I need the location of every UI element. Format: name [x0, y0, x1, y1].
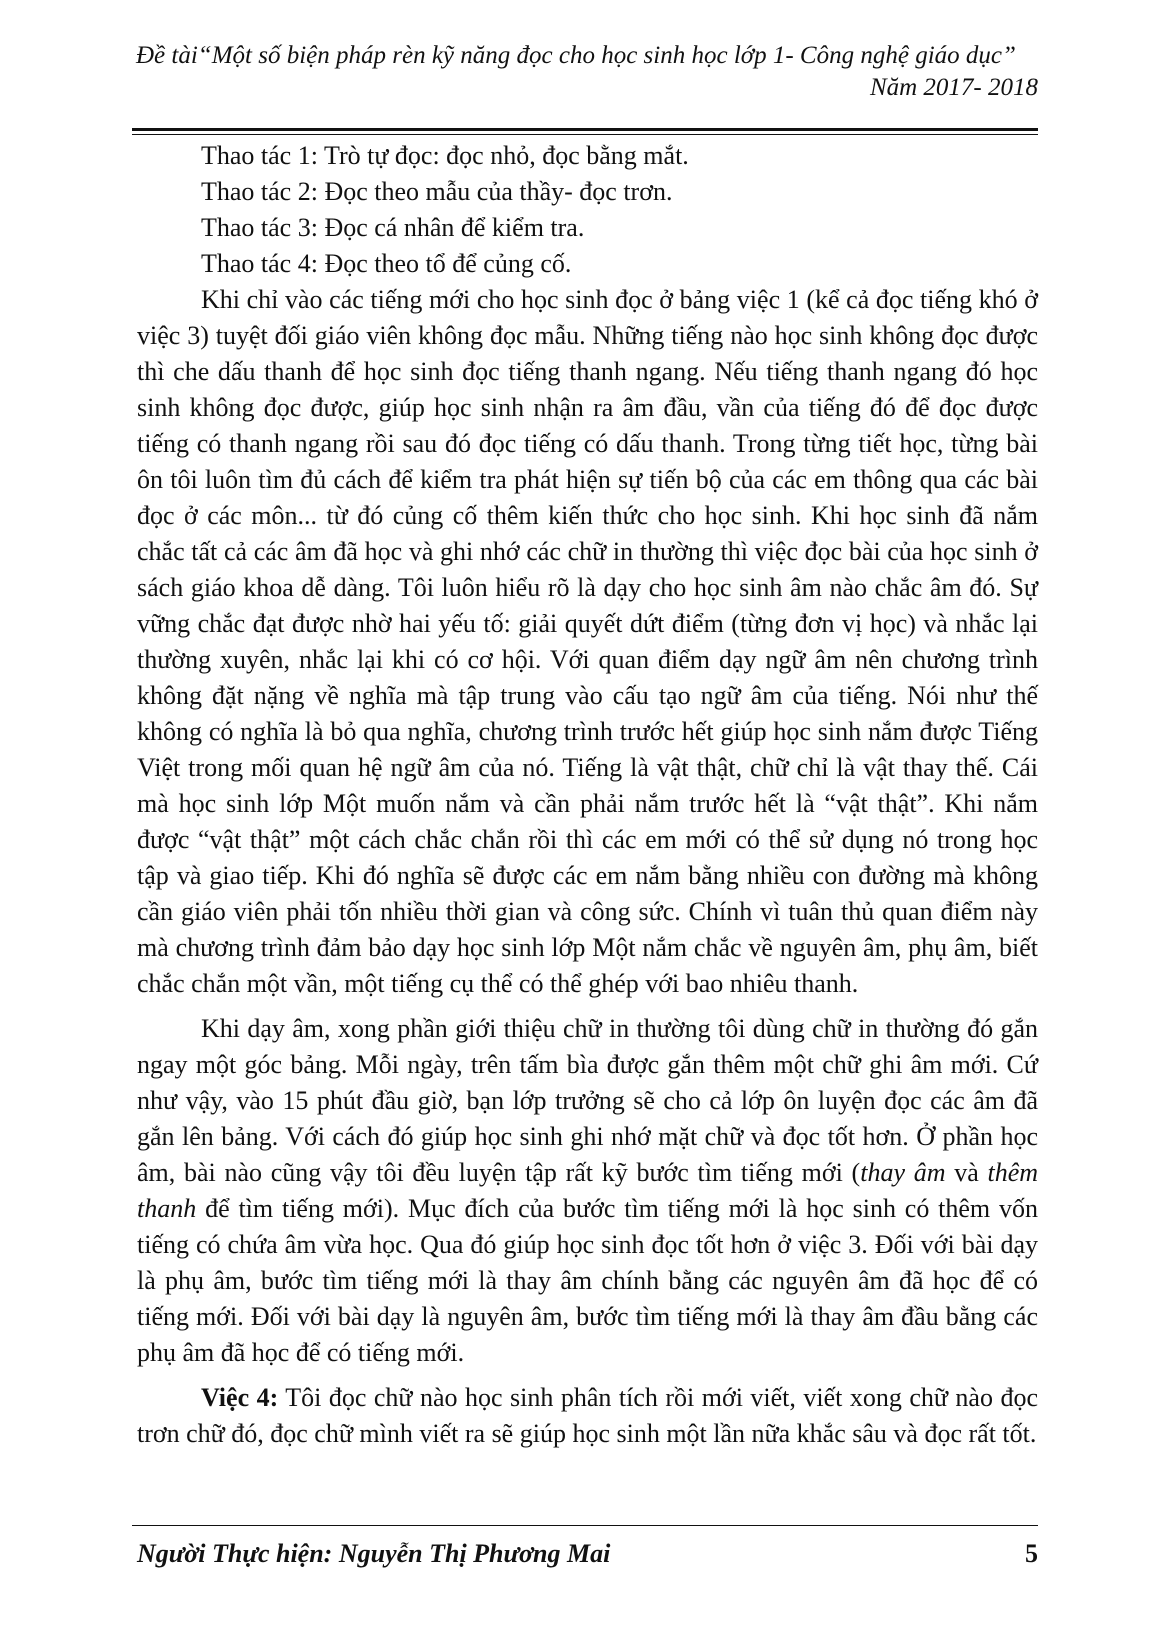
header-rule-thick: [132, 128, 1038, 131]
operation-4: Thao tác 4: Đọc theo tổ để củng cố.: [201, 249, 572, 278]
footer-author: Người Thực hiện: Nguyễn Thị Phương Mai: [137, 1539, 611, 1568]
paragraph-2-italic-b: thêm thanh: [137, 1158, 1039, 1223]
header-year: Năm 2017- 2018: [869, 74, 1038, 101]
operation-1: Thao tác 1: Trò tự đọc: đọc nhỏ, đọc bằng mắt.: [201, 141, 689, 170]
operation-2: Thao tác 2: Đọc theo mẫu của thầy- đọc trơn.: [201, 177, 673, 206]
page-number: 5: [1025, 1539, 1038, 1568]
paragraph-3-text: Tôi đọc chữ nào học sinh phân tích rồi mới viết, viết xong chữ nào đọc trơn chữ đó, đọc chữ mình viết ra sẽ giúp học sinh một lần nữa khắc sâu và đọc rất tốt.: [137, 1383, 1038, 1448]
paragraph-2-text-a: Khi dạy âm, xong phần giới thiệu chữ in thường tôi dùng chữ in thường đó gắn ngay một góc bảng. Mỗi ngày, trên tấm bìa được gắn thêm một chữ ghi âm mới. Cứ như vậy, vào 15 phút đầu giờ, bạn lớp trưởng sẽ cho cả lớp ôn luyện đọc các âm đã gắn lên bảng. Với cách đó giúp học sinh ghi nhớ mặt chữ và đọc tốt hơn. Ở phần học âm, bài nào cũng vậy tôi đều luyện tập rất kỹ bước tìm tiếng mới (: [137, 1014, 1038, 1187]
paragraph-2-text-c: để tìm tiếng mới). Mục đích của bước tìm tiếng mới là học sinh có thêm vốn tiếng có chứa âm vừa học. Qua đó giúp học sinh đọc tốt hơn ở việc 3. Đối với bài dạy là phụ âm, bước tìm tiếng mới là thay âm chính bằng các nguyên âm đã học để có tiếng mới. Đối với bài dạy là nguyên âm, bước tìm tiếng mới là thay âm đầu bằng các phụ âm đã học để có tiếng mới.: [137, 1194, 1038, 1367]
footer-rule: [132, 1525, 1038, 1526]
header-title: Đề tài“Một số biện pháp rèn kỹ năng đọc cho học sinh học lớp 1- Công nghệ giáo dục”: [136, 42, 1016, 69]
document-body: [137, 138, 1038, 1452]
paragraph-3: [137, 1380, 1038, 1452]
paragraph-3-label: Việc 4:: [201, 1383, 279, 1412]
paragraph-2: [137, 1011, 1038, 1371]
paragraph-2-text-b: và: [945, 1158, 988, 1187]
header-rule-thin: [132, 134, 1038, 135]
paragraph-1: Khi chỉ vào các tiếng mới cho học sinh đọc ở bảng việc 1 (kể cả đọc tiếng khó ở việc 3) tuyệt đối giáo viên không đọc mẫu. Những tiếng nào học sinh không đọc được thì che dấu thanh để học sinh đọc tiếng thanh ngang. Nếu tiếng thanh ngang đó học sinh không đọc được, giúp học sinh nhận ra âm đầu, vần của tiếng đó để đọc được tiếng có thanh ngang rồi sau đó đọc tiếng có dấu thanh. Trong từng tiết học, từng bài ôn tôi luôn tìm đủ cách để kiểm tra phát hiện sự tiến bộ của các em thông qua các bài đọc ở các môn... từ đó củng cố thêm kiến thức cho học sinh. Khi học sinh đã nắm chắc tất cả các âm đã học và ghi nhớ các chữ in thường thì việc đọc bài của học sinh ở sách giáo khoa dễ dàng. Tôi luôn hiểu rõ là dạy cho học sinh âm nào chắc âm đó. Sự vững chắc đạt được nhờ hai yếu tố: giải quyết dứt điểm (từng đơn vị học) và nhắc lại thường xuyên, nhắc lại khi có cơ hội. Với quan điểm dạy ngữ âm nên chương trình không đặt nặng về nghĩa mà tập trung vào cấu tạo ngữ âm của tiếng. Nói như thế không có nghĩa là bỏ qua nghĩa, chương trình trước hết giúp học sinh nắm được Tiếng Việt trong mối quan hệ ngữ âm của nó. Tiếng là vật thật, chữ chỉ là vật thay thế. Cái mà học sinh lớp Một muốn nắm và cần phải nắm trước hết là “vật thật”. Khi nắm được “vật thật” một cách chắc chắn rồi thì các em mới có thể sử dụng nó trong học tập và giao tiếp. Khi đó nghĩa sẽ được các em nắm bằng nhiều con đường mà không cần giáo viên phải tốn nhiều thời gian và công sức. Chính vì tuân thủ quan điểm này mà chương trình đảm bảo dạy học sinh lớp Một nắm chắc về nguyên âm, phụ âm, biết chắc chắn một vần, một tiếng cụ thể có thể ghép với bao nhiêu thanh.: [137, 285, 1038, 998]
operation-3: Thao tác 3: Đọc cá nhân để kiểm tra.: [201, 213, 585, 242]
paragraph-2-italic-a: thay âm: [860, 1158, 946, 1187]
